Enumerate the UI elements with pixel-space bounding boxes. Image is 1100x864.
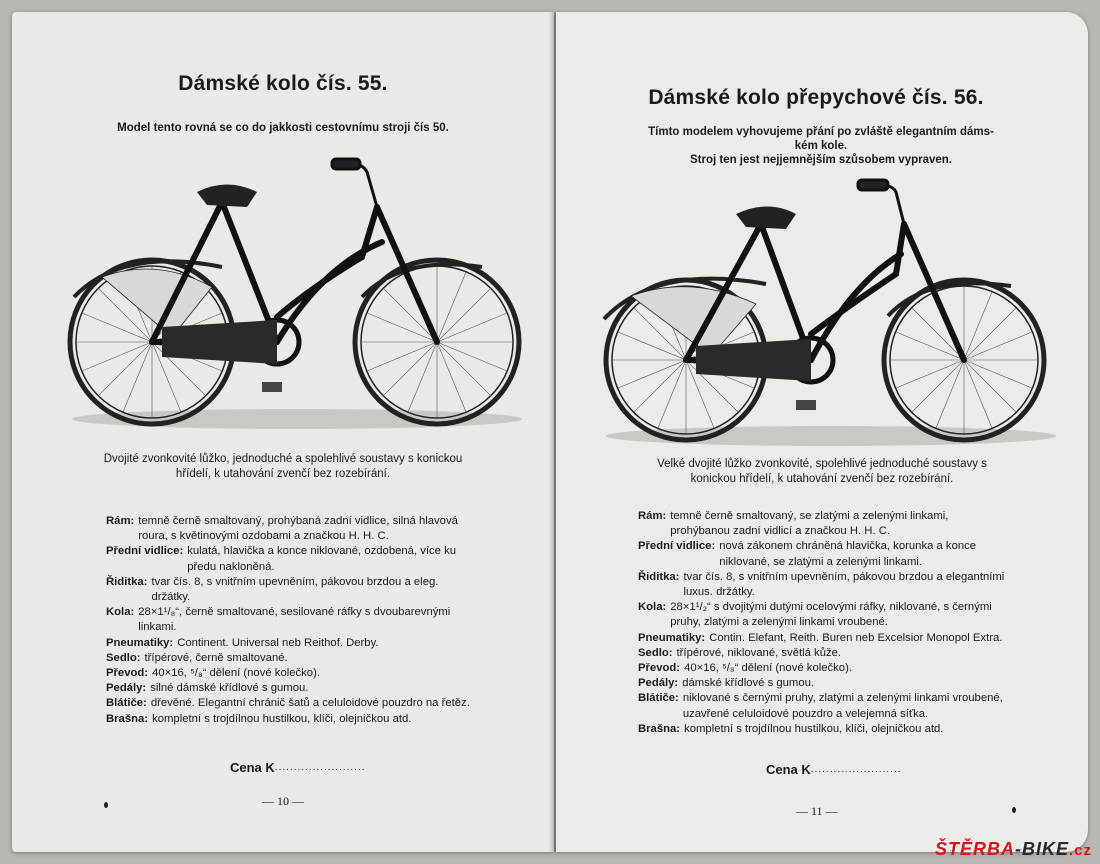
right-page-title: Dámské kolo přepychové čís. 56. bbox=[648, 86, 984, 109]
bicycle-illustration-icon bbox=[62, 147, 522, 437]
left-page-caption bbox=[52, 452, 514, 482]
spec-row: Pedály: silné dámské křídlové s gumou. bbox=[106, 682, 309, 695]
left-page-title: Dámské kolo čís. 55. bbox=[178, 72, 388, 95]
spec-row: Rám: temně černě smaltovaný, prohýbaná zadní vidlice, silná hlavová roura, s květinovými ozdobami a značkou H. H. C. bbox=[106, 515, 458, 543]
left-spec-list bbox=[106, 514, 478, 727]
spec-row: Sedlo: třípérové, černě smaltované. bbox=[106, 651, 288, 664]
left-price: Cena K........................ bbox=[230, 760, 366, 775]
subtitle-line: kém kole. bbox=[794, 140, 848, 152]
site-watermark: ŠTĚRBA-BIKE.cz bbox=[934, 839, 1092, 859]
spec-row: Blátiče: dřevěné. Elegantní chránič šatů a celuloidové pouzdro na řetěz. bbox=[106, 697, 470, 710]
right-spec-list bbox=[638, 509, 1008, 737]
spec-row: Pedály: dámské křídlové s gumou. bbox=[638, 677, 815, 690]
left-page bbox=[12, 12, 554, 852]
right-page bbox=[556, 12, 1088, 852]
right-page-subtitle bbox=[556, 125, 1086, 167]
caption-line: Velké dvojité lůžko zvonkovité, spolehlivé jednoduché soustavy s bbox=[657, 458, 987, 470]
left-page-number: — 10 — bbox=[262, 794, 304, 808]
spec-row: Převod: 40×16, ⁵/₈“ dělení (nové kolečko). bbox=[106, 667, 320, 680]
spec-row: Brašna: kompletní s trojdílnou hustilkou, klíči, olejničkou atd. bbox=[106, 712, 412, 725]
spec-row: Kola: 28×1¹/₂“ s dvojitými dutými ocelovými ráfky, niklované, s černými pruhy, zlatými a zelenými linkami vroubené. bbox=[638, 601, 992, 629]
right-page-caption bbox=[586, 457, 1058, 487]
bicycle-illustration-icon bbox=[596, 174, 1056, 454]
caption-line: Dvojité zvonkovité lůžko, jednoduché a spolehlivé soustavy s konickou bbox=[103, 453, 463, 465]
spec-row: Přední vidlice: nová zákonem chráněná hlavička, korunka a konce niklované, se zlatými a zelenými linkami. bbox=[638, 540, 977, 568]
spec-row: Kola: 28×1¹/₈“, černě smaltované, sesilované ráfky s dvoubarevnými linkami. bbox=[106, 606, 451, 634]
subtitle-line: Stroj ten jest nejjemnějším szůsobem vypraven. bbox=[689, 154, 953, 166]
spec-row: Pneumatiky: Contin. Elefant, Reith. Buren neb Excelsior Monopol Extra. bbox=[638, 631, 1003, 644]
right-price: Cena K........................ bbox=[766, 762, 902, 777]
spec-row: Pneumatiky: Continent. Universal neb Reithof. Derby. bbox=[106, 636, 379, 649]
subtitle-line: Tímto modelem vyhovujeme přání po zvláště elegantním dáms- bbox=[648, 126, 994, 138]
left-page-subtitle: Model tento rovná se co do jakkosti cestovnímu stroji čís 50. bbox=[117, 122, 449, 134]
ink-spot bbox=[104, 802, 108, 808]
spec-row: Přední vidlice: kulatá, hlavička a konce niklované, ozdobená, více ku předu nakloněná. bbox=[106, 545, 457, 573]
right-page-number: — 11 — bbox=[796, 804, 838, 818]
spec-row: Řiditka: tvar čís. 8, s vnitřním upevněním, pákovou brzdou a eleg. držátky. bbox=[106, 575, 439, 604]
spec-row: Převod: 40×16, ⁵/₈“ dělení (nové kolečko). bbox=[638, 662, 852, 675]
spec-row: Sedlo: třípérové, niklované, světlá kůže. bbox=[638, 646, 842, 659]
ink-spot bbox=[1012, 807, 1016, 813]
caption-line: konickou hřídelí, k utahování zvenčí bez rozebírání. bbox=[690, 473, 954, 485]
spec-row: Řiditka: tvar čís. 8, s vnitřním upevněním, pákovou brzdou a elegantními luxus. držátky. bbox=[638, 570, 1005, 599]
caption-line: hřídelí, k utahování zvenčí bez rozebírání. bbox=[175, 468, 391, 480]
spec-row: Blátiče: niklované s černými pruhy, zlatými a zelenými linkami vroubené, uzavřené celuloidové pouzdro a velejemná síťka. bbox=[638, 692, 1003, 720]
spec-row: Rám: temně černě smaltovaný, se zlatými a zelenými linkami, prohýbanou zadní vidlicí a značkou H. H. C. bbox=[638, 510, 949, 538]
spec-row: Brašna: kompletní s trojdílnou hustilkou, klíči, olejničkou atd. bbox=[638, 722, 944, 735]
